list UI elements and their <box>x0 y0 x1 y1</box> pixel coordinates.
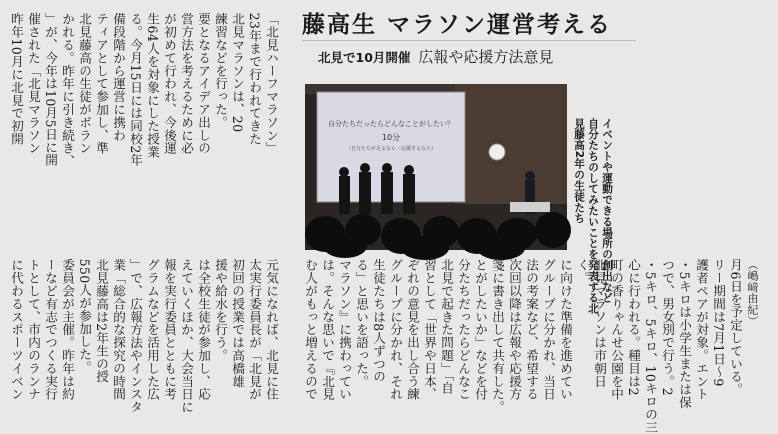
body-line: 北見藤高の生徒がボラン <box>77 12 92 155</box>
body-line: 550人が参加した。 <box>77 258 92 374</box>
body-line: 営方法を考えるために必 <box>179 12 194 155</box>
body-line: 箋に書き出して共有した。 <box>490 258 505 414</box>
wall-clock <box>489 144 505 160</box>
body-line: かれる。昨年に引き続き、 <box>60 12 75 168</box>
body-line: 備段階から運営に携わ <box>111 12 126 142</box>
body-line: 北見で起きた問題」「自 <box>439 258 454 395</box>
body-line: グループに分かれ、当日 <box>541 258 556 401</box>
body-line: 初回の授業では高橋雄 <box>230 258 245 388</box>
body-line: マラソン』に携わってい <box>337 258 352 401</box>
body-line: 業「総合的な探究の時間 <box>111 258 126 401</box>
body-line: 法の考案など、希望する <box>524 258 539 401</box>
body-line: グループに分かれ、それ <box>388 258 403 401</box>
headline: 藤高生 マラソン運営考える <box>302 11 613 38</box>
byline: （嶋﨑由紀） <box>746 258 759 327</box>
body-line: 北見マラソンは、20 <box>230 12 245 133</box>
body-line: 月6日を予定している。 <box>728 258 743 396</box>
body-line: が初めて行われ、今後運 <box>162 12 177 155</box>
body-line: ーなど有志でつくる実行 <box>43 258 58 401</box>
body-line: トとして、市内のランナ <box>26 258 41 401</box>
body-line: 北見藤高は2年生の授 <box>94 258 109 384</box>
body-line: とがしたいか」などを付 <box>473 258 488 401</box>
body-line: は全校生徒が参加し、応 <box>196 258 211 401</box>
body-line: る」と思いを語った。 <box>354 258 369 388</box>
body-line: む人がもっと増えるので <box>303 258 318 401</box>
body-line: 昨年10月に北見で初開 <box>9 12 24 146</box>
body-line: る。今月15日には同校2年 <box>128 12 143 167</box>
body-line: リー期間は7月1日〜9 <box>711 258 726 387</box>
article-body-lower-right <box>302 250 778 432</box>
body-line: 」で、広報方法やインスタ <box>128 258 143 414</box>
body-line: 町の香りゃんせ公園を中 <box>609 258 624 401</box>
screen-text-2: 10分 <box>381 133 401 142</box>
body-line: 「北見ハーフマラソン」 <box>264 12 279 155</box>
body-line: グラムなどを活用した広 <box>145 258 160 401</box>
body-line: 23年まで行われてきた <box>247 12 262 146</box>
article-body-lower-left <box>8 250 297 432</box>
body-line: 元気になれば、北見に住 <box>264 258 279 401</box>
body-line: 心に行われる。種目は2 <box>626 258 641 396</box>
classroom-scene <box>305 84 567 250</box>
body-line: 催された「北見マラソン <box>26 12 41 155</box>
body-line: く。 <box>575 258 590 285</box>
teacher-desk <box>510 202 550 212</box>
subheadline <box>318 46 636 67</box>
subheadline-lead: 北見で10月開催 <box>318 50 411 65</box>
screen-text-1: 自分たちだったらどんなことがしたい？ <box>328 120 454 128</box>
body-line: ぞれの意見を出し合う練 <box>405 258 420 401</box>
caption-line: 見藤高2年の生徒たち <box>573 117 585 224</box>
caption-line: 自分たちのしてみたいことを発表する北 <box>587 117 599 315</box>
body-line: ティアとして参加し、準 <box>94 12 109 155</box>
body-line: 護者ペアが対象。エント <box>694 258 709 401</box>
body-line: 援や給水を行う。 <box>213 258 228 362</box>
article-photo <box>305 84 567 250</box>
body-line: 習として「世界や日本、 <box>422 258 437 401</box>
body-line: は。そんな思いで『北見 <box>320 258 335 401</box>
body-line: 生徒たちは8人ずつの <box>371 258 386 384</box>
body-line: つで、男女別で行う。2 <box>660 258 675 396</box>
body-line: ・5キロ、5キロ、10キロの三 <box>643 258 658 434</box>
body-line: 次回以降は広報や応援方 <box>507 258 522 401</box>
body-line: 要となるアイデア出しの <box>196 12 211 155</box>
body-line: えていくほか、大会当日に <box>179 258 194 414</box>
article-body-upper-left <box>8 4 297 193</box>
body-line: に代わるスポーツイベン <box>9 258 24 401</box>
body-line: 生64人を対象にした授業 <box>145 12 160 159</box>
body-line: 委員会が主催。昨年は約 <box>60 258 75 401</box>
body-line: に向けた準備を進めてい <box>558 258 573 401</box>
body-line: ・5キロは小学生または保 <box>677 258 692 409</box>
body-line: 練習などを行った。 <box>213 12 228 129</box>
headline-divider <box>302 40 636 41</box>
subheadline-main: 広報や応援方法意見 <box>418 48 554 66</box>
body-line: 太実行委員長が「北見が <box>247 258 262 401</box>
screen-text-3: （自分たちが走るなら・応援するなら） <box>345 146 437 152</box>
body-line: 」が、今年は10月5日に開 <box>43 12 58 167</box>
body-line: 分たちだったらどんなこ <box>456 258 471 401</box>
body-line: 報を実行委員とともに考 <box>162 258 177 401</box>
body-line: 北見マラソンは市朝日 <box>592 258 607 388</box>
photo-caption <box>572 110 628 315</box>
caption-line: イベントや運動できる場所の創出など <box>601 117 613 304</box>
